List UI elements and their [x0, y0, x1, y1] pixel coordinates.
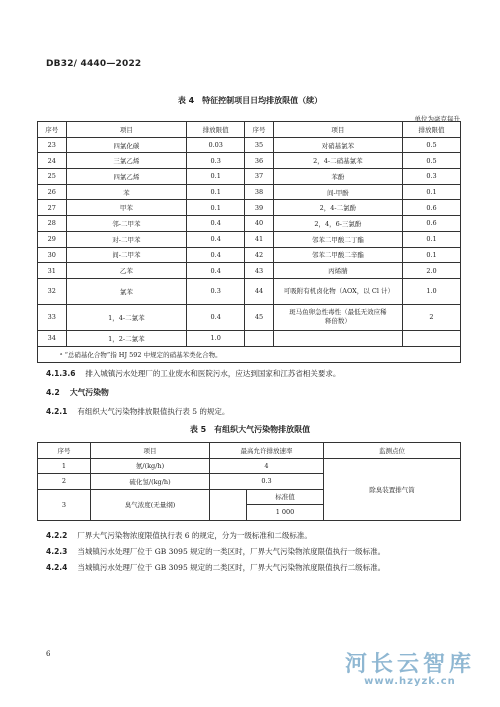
cell-seq: 30 [38, 247, 67, 263]
cell-spacer [210, 489, 247, 505]
cell-item [273, 330, 402, 346]
cell-seq: 27 [38, 200, 67, 216]
table4-note: ᵃ “总硝基化合物”指 HJ 592 中规定的硝基苯类化合物。 [38, 346, 461, 362]
table4-note-row [38, 346, 461, 362]
table4-header-limit: 排放限值 [187, 122, 245, 138]
cell-limit: 0.3 [402, 169, 460, 185]
cell-seq: 38 [245, 184, 274, 200]
cell-seq: 1 [38, 458, 91, 474]
cell-item: 邻-二甲苯 [66, 216, 187, 232]
cell-limit: 0.4 [187, 231, 245, 247]
cell-limit: 2.0 [402, 263, 460, 279]
cell-limit: 0.1 [187, 169, 245, 185]
clause-number: 4.2.2 [46, 531, 68, 540]
cell-item: 对-二甲苯 [66, 231, 187, 247]
table5-header-row [38, 443, 461, 459]
cell-limit: 1.0 [402, 278, 460, 304]
table5-header-seq: 序号 [38, 443, 91, 459]
cell-seq: 23 [38, 137, 67, 153]
table5-header-point: 监测点位 [324, 443, 461, 459]
standard-code: DB32/ 4440—2022 [46, 59, 142, 69]
cell-seq: 28 [38, 216, 67, 232]
cell-item: 乙苯 [66, 263, 187, 279]
clause-text: 当城镇污水处理厂位于 GB 3095 规定的一类区时，厂界大气污染物浓度限值执行一级标准。 [77, 547, 386, 556]
cell-rate: 0.3 [210, 474, 324, 490]
table-row [38, 153, 461, 169]
clause-text: 有组织大气污染物排放限值执行表 5 的规定。 [77, 407, 230, 416]
clause-number: 4.2.1 [46, 407, 68, 416]
table5-header-item: 项目 [91, 443, 210, 459]
cell-limit [402, 330, 460, 346]
cell-seq: 31 [38, 263, 67, 279]
table-row [38, 184, 461, 200]
section-title: 大气污染物 [69, 388, 109, 397]
para-4-1-3-6 [46, 368, 340, 379]
cell-item: 对硝基氯苯 [273, 137, 402, 153]
cell-seq: 36 [245, 153, 274, 169]
para-4-2-2 [46, 530, 312, 541]
section-heading-4-2 [46, 387, 109, 398]
cell-seq: 37 [245, 169, 274, 185]
clause-text: 厂界大气污染物浓度限值执行表 6 的规定，分为一级标准和二级标准。 [77, 531, 312, 540]
table4-header-limit-2: 排放限值 [402, 122, 460, 138]
cell-seq [245, 330, 274, 346]
table-row [38, 304, 461, 330]
cell-limit: 2 [402, 304, 460, 330]
cell-limit: 0.4 [187, 304, 245, 330]
cell-item: 1，2-二氯苯 [66, 330, 187, 346]
cell-seq: 32 [38, 278, 67, 304]
cell-limit: 0.4 [187, 263, 245, 279]
cell-item: 苯酚 [273, 169, 402, 185]
cell-seq: 34 [38, 330, 67, 346]
cell-limit: 0.5 [402, 137, 460, 153]
cell-item: 四氯化碳 [66, 137, 187, 153]
cell-monitor-point: 除臭装置排气筒 [324, 458, 461, 520]
cell-seq: 33 [38, 304, 67, 330]
cell-limit: 0.1 [187, 184, 245, 200]
cell-seq: 41 [245, 231, 274, 247]
cell-limit: 0.3 [187, 153, 245, 169]
cell-item: 斑马鱼卵急性毒性（最低无效应稀释倍数） [273, 304, 402, 330]
cell-limit: 0.1 [402, 247, 460, 263]
page-number: 6 [46, 650, 51, 658]
table5-title: 表 5 有组织大气污染物排放限值 [189, 425, 311, 434]
cell-rate: 4 [210, 458, 324, 474]
table-row [38, 216, 461, 232]
cell-item: 氨/(kg/h) [91, 458, 210, 474]
table4-header-seq: 序号 [38, 122, 67, 138]
cell-item: 邻苯二甲酸二丁酯 [273, 231, 402, 247]
clause-number: 4.2.3 [46, 547, 68, 556]
cell-seq: 2 [38, 474, 91, 490]
cell-seq: 3 [38, 489, 91, 520]
cell-limit: 0.1 [402, 231, 460, 247]
cell-item: 苯 [66, 184, 187, 200]
clause-text: 排入城镇污水处理厂的工业废水和医院污水，应达到国家和江苏省相关要求。 [85, 369, 341, 378]
table-row [38, 330, 461, 346]
cell-seq: 35 [245, 137, 274, 153]
table-row [38, 458, 461, 474]
cell-item: 间-二甲苯 [66, 247, 187, 263]
cell-seq: 26 [38, 184, 67, 200]
para-4-2-3 [46, 546, 385, 557]
cell-seq: 29 [38, 231, 67, 247]
table-row [38, 137, 461, 153]
table-row [38, 169, 461, 185]
cell-seq: 43 [245, 263, 274, 279]
cell-rate: 1 000 [247, 505, 324, 521]
cell-limit: 0.5 [402, 153, 460, 169]
watermark-url: www.hzyzk.cn [364, 676, 456, 687]
table-row [38, 200, 461, 216]
cell-item: 氯苯 [66, 278, 187, 304]
table4-header-seq-2: 序号 [245, 122, 274, 138]
watermark [345, 647, 475, 687]
cell-limit: 0.1 [402, 184, 460, 200]
cell-item: 甲苯 [66, 200, 187, 216]
cell-sub-label: 标准值 [247, 489, 324, 505]
clause-number: 4.2.4 [46, 563, 68, 572]
cell-seq: 44 [245, 278, 274, 304]
cell-seq: 42 [245, 247, 274, 263]
table5 [37, 442, 461, 521]
cell-limit: 0.4 [187, 247, 245, 263]
para-4-2-1 [46, 406, 229, 417]
cell-item: 1，4-二氯苯 [66, 304, 187, 330]
cell-item: 邻苯二甲酸二辛酯 [273, 247, 402, 263]
section-number: 4.2 [46, 388, 60, 397]
cell-item: 三氯乙烯 [66, 153, 187, 169]
cell-seq: 25 [38, 169, 67, 185]
cell-item: 间-甲酚 [273, 184, 402, 200]
watermark-title: 河长云智库 [344, 652, 475, 677]
cell-limit: 0.6 [402, 216, 460, 232]
cell-item: 臭气浓度(无量纲) [91, 489, 210, 520]
cell-item: 2，4，6-三氯酚 [273, 216, 402, 232]
cell-limit: 0.3 [187, 278, 245, 304]
cell-limit: 0.03 [187, 137, 245, 153]
cell-seq: 45 [245, 304, 274, 330]
table4-title: 表 4 特征控制项目日均排放限值（续） [177, 96, 323, 105]
table4 [37, 121, 461, 363]
cell-seq: 39 [245, 200, 274, 216]
cell-seq: 24 [38, 153, 67, 169]
cell-limit: 0.6 [402, 200, 460, 216]
table-row [38, 263, 461, 279]
table-row [38, 278, 461, 304]
table5-header-rate: 最高允许排放速率 [210, 443, 324, 459]
table-row [38, 231, 461, 247]
cell-item: 丙烯腈 [273, 263, 402, 279]
cell-spacer [210, 505, 247, 521]
clause-number: 4.1.3.6 [46, 369, 76, 378]
cell-item: 2，4-二硝基氯苯 [273, 153, 402, 169]
table4-unit: 单位为毫克每升 [414, 115, 460, 123]
cell-item: 四氯乙烯 [66, 169, 187, 185]
cell-limit: 0.4 [187, 216, 245, 232]
table-row [38, 247, 461, 263]
clause-text: 当城镇污水处理厂位于 GB 3095 规定的二类区时，厂界大气污染物浓度限值执行二级标准。 [77, 563, 386, 572]
cell-item: 可吸附有机卤化物（AOX，以 Cl 计） [273, 278, 402, 304]
cell-seq: 40 [245, 216, 274, 232]
cell-item: 2，4-二氯酚 [273, 200, 402, 216]
cell-limit: 0.1 [187, 200, 245, 216]
table4-header-item-2: 项目 [273, 122, 402, 138]
table4-header-item: 项目 [66, 122, 187, 138]
table4-header-row [38, 122, 461, 138]
cell-item: 硫化氢/(kg/h) [91, 474, 210, 490]
para-4-2-4 [46, 562, 385, 573]
cell-limit: 1.0 [187, 330, 245, 346]
